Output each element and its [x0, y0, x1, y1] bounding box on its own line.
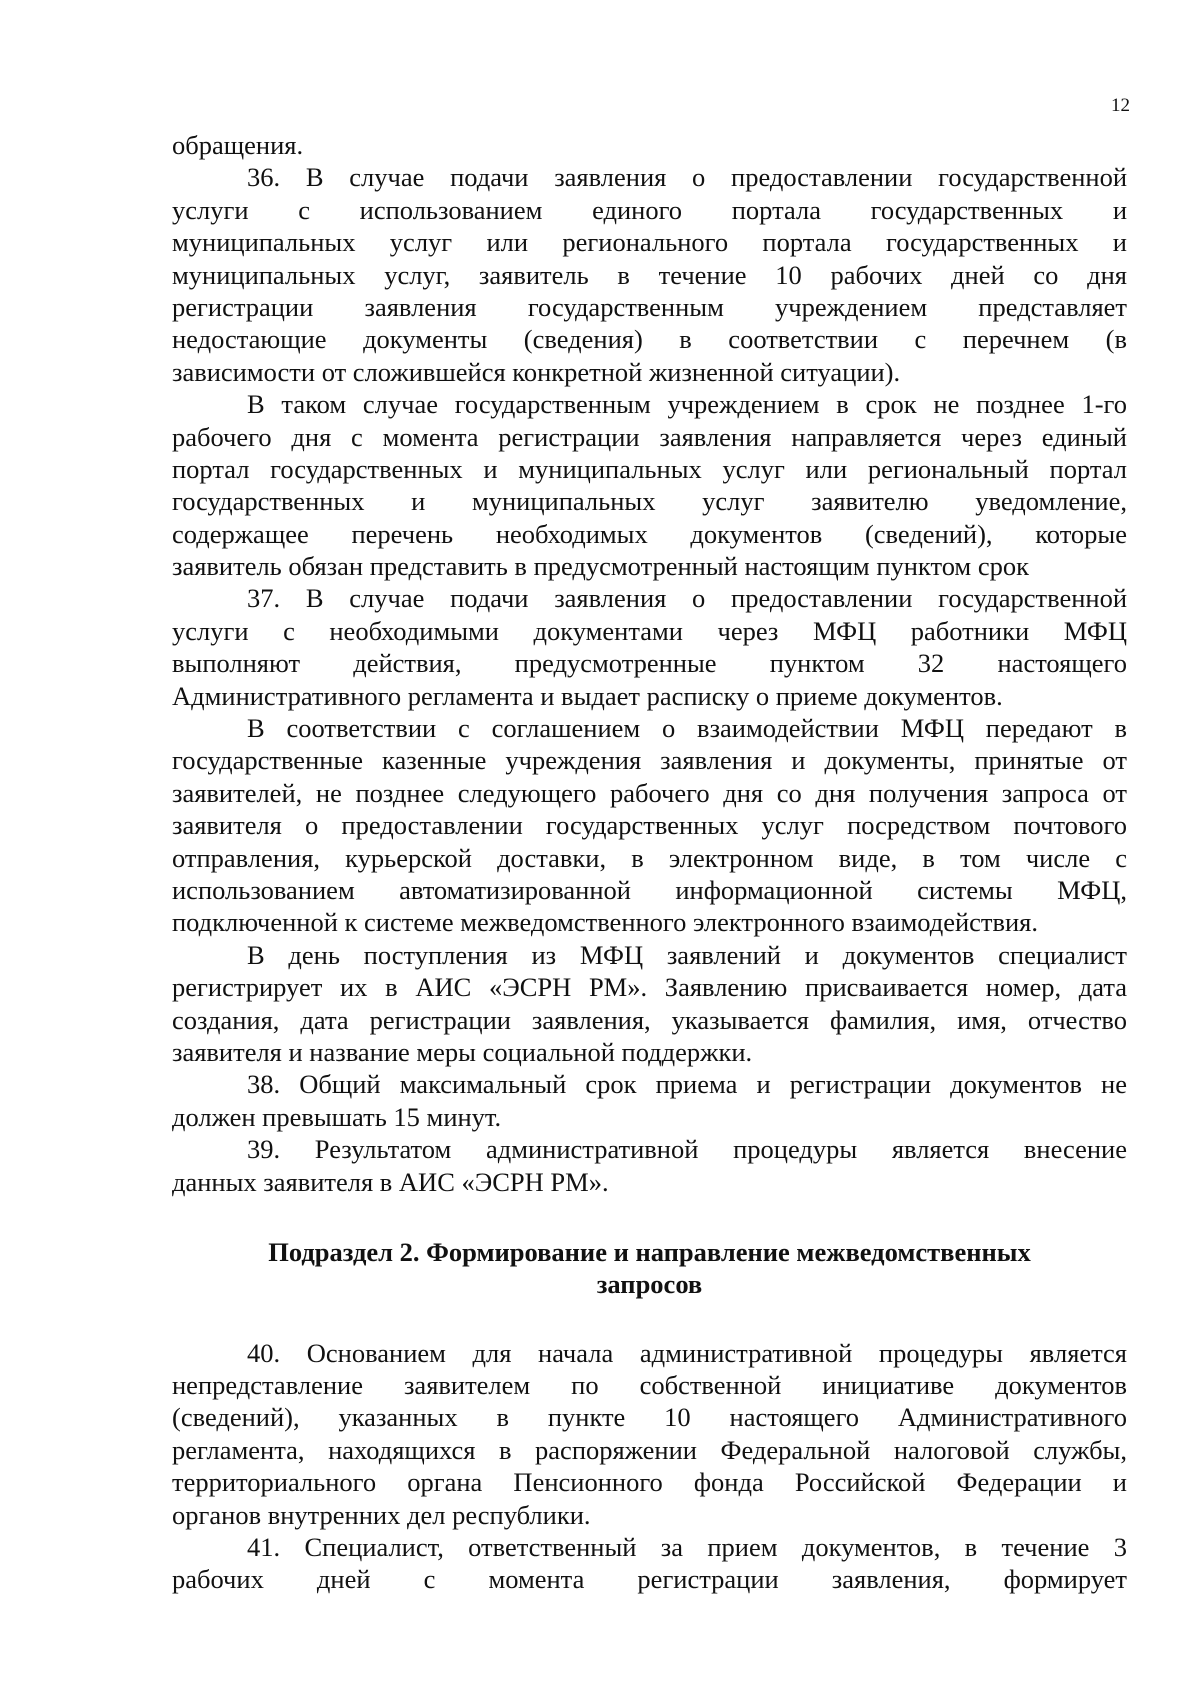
text-line: 38. Общий максимальный срок приема и регистрации документов не — [247, 1069, 1127, 1100]
text-line: 37. В случае подачи заявления о предоставлении государственной — [247, 583, 1127, 614]
text-line: подключенной к системе межведомственного электронного взаимодействия. — [172, 907, 1038, 938]
text-line: использованием автоматизированной информационной системы МФЦ, — [172, 874, 1127, 905]
page-number: 12 — [1111, 95, 1130, 116]
text-line: заявителя о предоставлении государственных услуг посредством почтового — [172, 810, 1127, 841]
text-line: выполняют действия, предусмотренные пунктом 32 настоящего — [172, 648, 1127, 679]
text-line: 40. Основанием для начала административной процедуры является — [247, 1337, 1127, 1368]
text-line: зависимости от сложившейся конкретной жизненной ситуации). — [172, 356, 901, 387]
text-line: рабочего дня с момента регистрации заявления направляется через единый — [172, 421, 1127, 452]
text-line: территориального органа Пенсионного фонда Российской Федерации и — [172, 1467, 1127, 1498]
text-line: недостающие документы (сведения) в соответствии с перечнем (в — [172, 324, 1127, 355]
text-line: В день поступления из МФЦ заявлений и документов специалист — [247, 939, 1127, 970]
text-line: услуги с использованием единого портала государственных и — [172, 194, 1127, 225]
text-line: рабочих дней с момента регистрации заявления, формирует — [172, 1564, 1127, 1595]
text-line: заявителя и название меры социальной поддержки. — [172, 1036, 753, 1067]
section-heading — [172, 1236, 1127, 1301]
text-line: заявителей, не позднее следующего рабочего дня со дня получения запроса от — [172, 777, 1127, 808]
text-line: регистрирует их в АИС «ЭСРН РМ». Заявлению присваивается номер, дата — [172, 972, 1127, 1003]
text-line: данных заявителя в АИС «ЭСРН РМ». — [172, 1166, 609, 1197]
text-line: создания, дата регистрации заявления, указывается фамилия, имя, отчество — [172, 1004, 1127, 1035]
text-line: В таком случае государственным учреждением в срок не позднее 1-го — [247, 389, 1127, 420]
text-line: государственные казенные учреждения заявления и документы, принятые от — [172, 745, 1127, 776]
heading-line: запросов — [596, 1269, 703, 1300]
text-line: муниципальных услуг, заявитель в течение 10 рабочих дней со дня — [172, 259, 1127, 290]
text-line: регламента, находящихся в распоряжении Федеральной налоговой службы, — [172, 1434, 1127, 1465]
text-line: обращения. — [172, 130, 304, 160]
text-line: услуги с необходимыми документами через МФЦ работники МФЦ — [172, 615, 1127, 646]
text-line: регистрации заявления государственным учреждением представляет — [172, 291, 1127, 322]
heading-line: Подраздел 2. Формирование и направление межведомственных — [268, 1236, 1031, 1267]
text-line: (сведений), указанных в пункте 10 настоящего Административного — [172, 1402, 1127, 1433]
text-line: 41. Специалист, ответственный за прием документов, в течение 3 — [247, 1532, 1127, 1563]
text-line: 39. Результатом административной процедуры является внесение — [247, 1134, 1127, 1165]
text-line: Административного регламента и выдает расписку о приеме документов. — [172, 680, 1003, 711]
text-line: содержащее перечень необходимых документов (сведений), которые — [172, 518, 1127, 549]
text-line: портал государственных и муниципальных услуг или региональный портал — [172, 453, 1127, 484]
text-line: должен превышать 15 минут. — [172, 1101, 502, 1132]
text-line: государственных и муниципальных услуг заявителю уведомление, — [172, 486, 1127, 517]
document-body — [172, 129, 1127, 1596]
text-line: отправления, курьерской доставки, в электронном виде, в том числе с — [172, 842, 1127, 873]
text-line: заявитель обязан представить в предусмотренный настоящим пунктом срок — [172, 551, 1029, 582]
text-line: непредставление заявителем по собственной инициативе документов — [172, 1370, 1127, 1401]
text-line: 36. В случае подачи заявления о предоставлении государственной — [247, 162, 1127, 193]
text-line: муниципальных услуг или регионального портала государственных и — [172, 227, 1127, 258]
text-line: В соответствии с соглашением о взаимодействии МФЦ передают в — [247, 713, 1127, 744]
text-line: органов внутренних дел республики. — [172, 1499, 591, 1530]
